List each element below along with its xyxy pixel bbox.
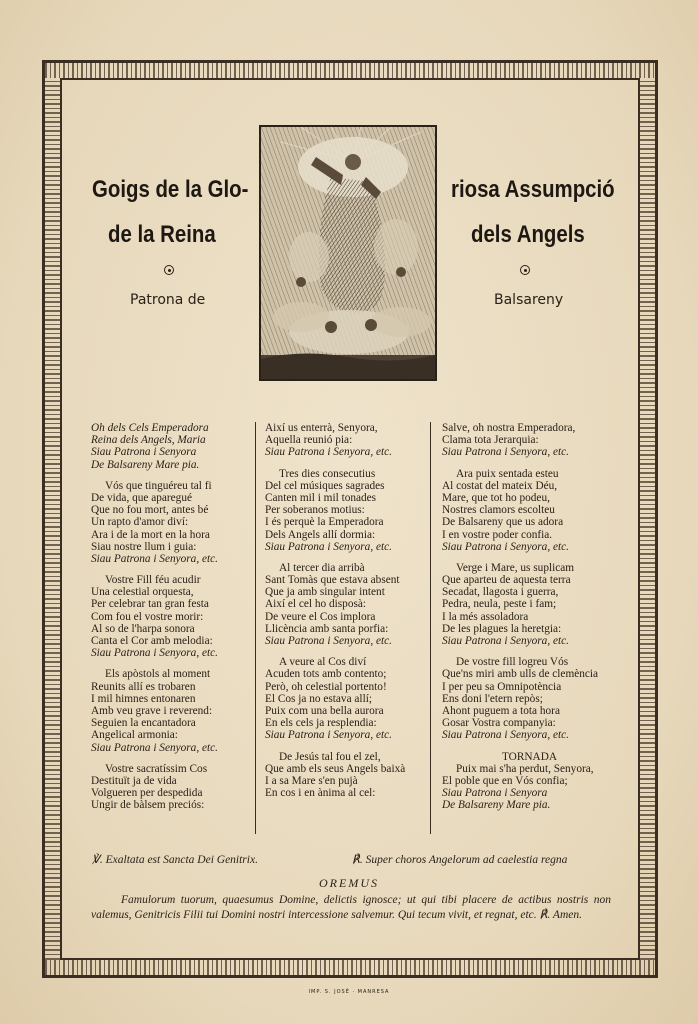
title-right-line2: dels Angels <box>471 221 585 248</box>
verse-line: Volgueren per despedida <box>91 787 203 800</box>
oremus-heading: OREMUS <box>319 876 379 890</box>
stanza-gap <box>265 553 435 562</box>
verse-line: Ens doni l'etern repòs; <box>442 692 543 705</box>
verse-column-1 <box>91 422 251 811</box>
verse-line: Que'ns miri amb ulls de clemència <box>442 668 599 681</box>
column-divider <box>255 422 256 834</box>
refrain-line: Siau Patrona i Senyora, etc. <box>265 635 392 647</box>
verse-line: Ungir de bàlsem preciós: <box>91 799 205 812</box>
verse-line: El poble que en Vós confia; <box>442 774 568 787</box>
verse-line: I a sa Mare s'en pujà <box>265 774 358 787</box>
verse-line: Així us enterrà, Senyora, <box>265 422 378 434</box>
title-left-line2: de la Reina <box>108 221 216 248</box>
verse-line: Sant Tomàs que estava absent <box>265 574 400 587</box>
refrain-line: Siau Patrona i Senyora, etc. <box>442 540 569 553</box>
verse-line: Pedra, neula, peste i fam; <box>442 598 557 611</box>
verse-line: Ahont puguem a tota hora <box>442 704 560 717</box>
verse-line: Vostre sacratíssim Cos <box>105 762 208 775</box>
verse-line: Canten mil i mil tonades <box>265 491 377 504</box>
refrain-line: Siau Patrona i Senyora, etc. <box>442 635 569 647</box>
stanza-gap <box>265 742 435 751</box>
assumption-engraving <box>259 125 437 381</box>
ornament-ring-icon <box>520 265 530 275</box>
stanza-gap <box>442 742 617 751</box>
verse-line: De vostre fill logreu Vós <box>456 656 569 669</box>
verse-line: Puix mai s'ha perdut, Senyora, <box>456 762 594 775</box>
refrain-line: De Balsareny Mare pia. <box>91 458 200 471</box>
verse-line: De veure el Cos implora <box>265 610 376 623</box>
verse-line: Angelical armonia: <box>91 729 178 742</box>
verse-line: Al costat del mateix Déu, <box>442 479 558 492</box>
prayer-text <box>91 893 611 922</box>
verse-line: Aquella reunió pia: <box>265 434 353 447</box>
verse-line: Destituït ja de vida <box>91 774 177 787</box>
verse-line: Ara i de la mort en la hora <box>91 528 210 541</box>
verse-line: I en vostre poder confia. <box>442 528 553 541</box>
verse-line: I mil himnes entonaren <box>91 692 196 705</box>
verse-line: El Cos ja no estava allí; <box>265 692 372 705</box>
refrain-line: De Balsareny Mare pia. <box>442 799 551 812</box>
stanza-gap <box>91 565 251 574</box>
verse-line: Una celestial orquesta, <box>91 586 194 599</box>
refrain-line: Siau Patrona i Senyora <box>442 787 548 800</box>
refrain-line: Siau Patrona i Senyora, etc. <box>442 729 569 742</box>
verse-line: Vostre Fill féu acudir <box>105 574 201 587</box>
verse-line: Al tercer dia arribà <box>279 561 365 574</box>
response: ℟. Super choros Angelorum ad caelestia regna <box>352 854 568 866</box>
verse-line: Que ja amb singular intent <box>265 586 385 599</box>
refrain-line: Siau Patrona i Senyora, etc. <box>265 540 392 553</box>
title-right-line1: riosa Assumpció <box>451 176 615 203</box>
verse-line: Per celebrar tan gran festa <box>91 598 209 611</box>
verse-line: Al so de l'harpa sonora <box>91 622 195 635</box>
verse-line: En els cels ja resplendia: <box>265 717 377 730</box>
stanza-gap <box>91 754 251 763</box>
verse-line: I és perquè la Emperadora <box>265 516 384 529</box>
verse-line: Mare, que tot ho podeu, <box>442 491 550 504</box>
stanza-gap <box>91 659 251 668</box>
verse-line: Seguien la encantadora <box>91 717 196 730</box>
verse-line: Un rapto d'amor diví: <box>91 516 189 529</box>
verse-line: Però, oh celestial portento! <box>265 680 387 693</box>
verse-line: Que aparteu de aquesta terra <box>442 574 571 587</box>
verse-line: A veure al Cos diví <box>279 656 367 669</box>
verse-line: Salve, oh nostra Emperadora, <box>442 422 576 434</box>
verse-line: Nostres clamors escolteu <box>442 504 555 517</box>
verse-line: Siau nostre llum i guia: <box>91 540 197 553</box>
verse-line: Clama tota Jerarquia: <box>442 434 539 447</box>
verse-line: Secadat, llagosta i guerra, <box>442 586 559 599</box>
stanza-gap <box>265 459 435 468</box>
stanza-gap <box>91 471 251 480</box>
verse-line: I per peu sa Omnipotència <box>442 680 562 693</box>
verse-line: Canta el Cor amb melodia: <box>91 635 213 647</box>
refrain-line: Siau Patrona i Senyora, etc. <box>91 552 218 565</box>
verse-line: Que amb els seus Angels baixà <box>265 762 406 775</box>
refrain-line: Siau Patrona i Senyora, etc. <box>265 446 392 459</box>
verse-line: Així el cel ho disposà: <box>265 598 367 611</box>
verse-column-3 <box>442 422 617 811</box>
stanza-gap <box>442 553 617 562</box>
ornament-ring-icon <box>164 265 174 275</box>
refrain-line: Oh dels Cels Emperadora <box>91 422 209 434</box>
verse-line: Tres dies consecutius <box>279 467 376 480</box>
verse-line: Reunits allí es trobaren <box>91 680 196 693</box>
verse-line: Del cel músiques sagrades <box>265 479 385 492</box>
refrain-line: Siau Patrona i Senyora, etc. <box>91 647 218 660</box>
subtitle-right: Balsareny <box>494 292 564 308</box>
verse-line: I la més assoladora <box>442 610 529 623</box>
section-heading: TORNADA <box>501 750 558 763</box>
verse-line: Gosar Vostra companyia: <box>442 717 556 730</box>
verse-line: Per soberanos motius: <box>265 504 365 517</box>
verse-column-2 <box>265 422 435 799</box>
verse-line: Verge i Mare, us suplicam <box>456 561 575 574</box>
virgin-ascending-icon <box>261 127 435 379</box>
stanza-gap <box>442 647 617 656</box>
verse-line: Vós que tinguéreu tal fi <box>105 479 212 492</box>
refrain-line: Siau Patrona i Senyora, etc. <box>442 446 569 459</box>
verse-line: Amb veu grave i reverend: <box>91 704 213 717</box>
verse-line: De Jesús tal fou el zel, <box>279 750 381 763</box>
refrain-line: Reina dels Angels, Maria <box>91 434 206 447</box>
refrain-line: Siau Patrona i Senyora, etc. <box>91 741 218 754</box>
refrain-line: Siau Patrona i Senyora <box>91 446 197 459</box>
refrain-line: Siau Patrona i Senyora, etc. <box>265 729 392 742</box>
subtitle-left: Patrona de <box>130 292 206 308</box>
prayer-body: Famulorum tuorum, quaesumus Domine, delictis ignosce; ut qui tibi placere de actibus nostris non valemus, Genitricis Filii tui Domini nostri intercessione salvemur. Qui tecum vivit, et regnat, etc. ℟. Amen. <box>91 894 611 921</box>
verse-line: De vida, que aparegué <box>91 491 192 504</box>
verse-line: Acuden tots amb contento; <box>265 668 387 681</box>
verse-line: Com fou el vostre morir: <box>91 610 204 623</box>
verse-line: Llicència amb santa porfia: <box>265 622 389 635</box>
verse-line: De Balsareny que us adora <box>442 516 564 529</box>
printer-imprint: IMP. S. JOSÉ · MANRESA <box>308 989 390 995</box>
verse-line: De les plagues la heretgia: <box>442 622 562 635</box>
verse-line: Que no fou mort, antes bé <box>91 504 209 517</box>
stanza-gap <box>265 647 435 656</box>
stanza-gap <box>442 459 617 468</box>
verse-line: Els apòstols al moment <box>105 668 211 681</box>
verse-line: Puix com una bella aurora <box>265 704 384 717</box>
verse-line: Ara puix sentada esteu <box>456 467 559 480</box>
versicle: ℣. Exaltata est Sancta Dei Genitrix. <box>92 854 258 866</box>
title-left-line1: Goigs de la Glo- <box>92 176 249 203</box>
verse-line: En cos i en ànima al cel: <box>265 787 376 800</box>
verse-line: Dels Angels allí dormia: <box>265 528 376 541</box>
